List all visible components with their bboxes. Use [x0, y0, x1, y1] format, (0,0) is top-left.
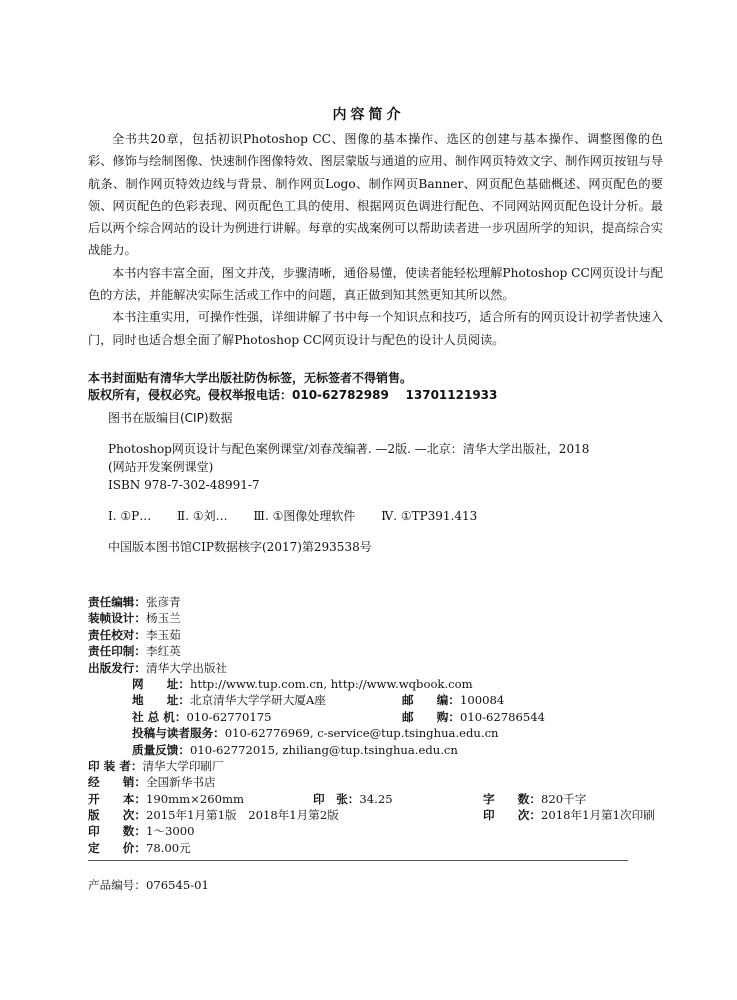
print-run-row [88, 823, 655, 839]
website-label: 网 址： [132, 676, 190, 691]
reader-service-row [88, 725, 655, 741]
staff-row [88, 594, 655, 610]
address-row [88, 692, 655, 708]
quality-feedback-value: 010-62772015, zhiliang@tup.tsinghua.edu.cn [189, 742, 458, 757]
staff-label: 责任印制： [88, 644, 146, 659]
reader-service-value: 010-62776969, c-service@tup.tsinghua.edu.cn [224, 726, 499, 741]
edition-value: 2015年1月第1版 2018年1月第2版 [145, 808, 339, 823]
cip-class-item: Ⅱ. ①刘… [177, 509, 228, 523]
distributor-label: 经 销： [88, 775, 146, 790]
switchboard-value: 010-62770175 [186, 709, 272, 724]
staff-value: 李红英 [145, 644, 181, 659]
product-number: 产品编号：076545-01 [88, 878, 209, 892]
quality-feedback-label: 质量反馈： [132, 742, 190, 757]
cip-class-item: Ⅲ. ①图像处理软件 [253, 509, 356, 523]
format-row [88, 791, 655, 807]
staff-value: 清华大学出版社 [145, 660, 228, 675]
cip-heading: 图书在版编目(CIP)数据 [108, 411, 233, 425]
printer-label: 印 装 者： [88, 758, 143, 773]
edition-row [88, 807, 655, 823]
cip-block [108, 409, 589, 556]
staff-value: 杨玉兰 [145, 611, 181, 626]
mail-order-value: 010-62786544 [459, 709, 546, 724]
cip-classification [108, 507, 589, 525]
staff-row [88, 627, 655, 643]
piracy-report-line: 版权所有，侵权必究。侵权举报电话：010-62782989 13701121933 [88, 388, 498, 402]
sheets-label: 印 张： [313, 791, 360, 806]
price-label: 定 价： [88, 840, 146, 855]
staff-label: 责任编辑： [88, 595, 146, 609]
price-value: 78.00元 [145, 840, 191, 855]
staff-row [88, 643, 655, 659]
staff-value: 张彦青 [145, 595, 181, 609]
edition-label: 版 次： [88, 808, 146, 823]
printer-value: 清华大学印刷厂 [142, 758, 224, 773]
switchboard-label: 社 总 机： [132, 709, 187, 724]
word-count-value: 820千字 [540, 791, 587, 806]
intro-paragraph: 本书注重实用，可操作性强，详细讲解了书中每一个知识点和技巧，适合所有的网页设计初学者快速入门，同时也适合想全面了解Photoshop CC网页设计与配色的设计人员阅读。 [88, 310, 663, 347]
price-row [88, 840, 655, 856]
cip-isbn: ISBN 978-7-302-48991-7 [108, 478, 260, 492]
staff-label: 出版发行： [88, 660, 146, 675]
impression-label: 印 次： [483, 808, 541, 823]
zip-label: 邮 编： [402, 693, 460, 708]
anti-counterfeit-notice: 本书封面贴有清华大学出版社防伪标签，无标签者不得销售。 [88, 371, 413, 385]
reader-service-label: 投稿与读者服务： [132, 726, 225, 741]
print-run-label: 印 数： [88, 824, 146, 839]
quality-feedback-row [88, 742, 655, 758]
format-value: 190mm×260mm [145, 791, 244, 806]
word-count-label: 字 数： [483, 791, 541, 806]
mail-order-label: 邮 购： [402, 709, 460, 724]
cip-series: (网站开发案例课堂) [108, 460, 214, 474]
impression-value: 2018年1月第1次印刷 [540, 808, 655, 823]
cip-class-item: Ⅰ. ①P… [108, 509, 152, 523]
format-label: 开 本： [88, 791, 146, 806]
website-row [88, 676, 655, 692]
sheets-value: 34.25 [359, 791, 393, 806]
cip-bibliographic-line: Photoshop网页设计与配色案例课堂/刘春茂编著. —2版. —北京：清华大学出版社，2018 [108, 442, 590, 456]
page-title: 内容简介 [332, 107, 405, 123]
print-run-value: 1～3000 [145, 824, 195, 839]
intro-paragraph: 全书共20章，包括初识Photoshop CC、图像的基本操作、选区的创建与基本操作、调整图像的色彩、修饰与绘制图像、快速制作图像特效、图层蒙版与通道的应用、制作网页特效文字、制作网页按钮与导航条、制作网页特效边线与背景、制作网页Logo、制作网页Banner、网页配色基础概述、网页配色的要领、网页配色的色彩表现、网页配色工具的使用、根据网页色调进行配色、不同网站网页配色设计分析。最后以两个综合网站的设计为例进行讲解。每章的实战案例可以帮助读者进一步巩固所学的知识，提高综合实战能力。 [88, 132, 663, 258]
divider-line [88, 860, 628, 861]
intro-section [88, 128, 663, 351]
cip-record-number: 中国版本图书馆CIP数据核字(2017)第293538号 [108, 540, 372, 554]
distributor-row [88, 774, 655, 790]
staff-label: 装帧设计： [88, 611, 146, 626]
staff-row [88, 660, 655, 676]
printer-row [88, 758, 655, 774]
address-label: 地 址： [132, 693, 190, 708]
intro-paragraph: 本书内容丰富全面，图文并茂，步骤清晰，通俗易懂，使读者能轻松理解Photoshop CC网页设计与配色的方法，并能解决实际生活或工作中的问题，真正做到知其然更知其所以然。 [88, 265, 663, 303]
cip-class-item: Ⅳ. ①TP391.413 [381, 509, 478, 523]
zip-value: 100084 [459, 693, 505, 708]
website-value: http://www.tup.com.cn, http://www.wqbook.com [189, 676, 473, 691]
staff-row [88, 610, 655, 626]
publication-details [88, 594, 655, 856]
staff-value: 李玉茹 [145, 627, 181, 642]
switchboard-row [88, 709, 655, 725]
distributor-value: 全国新华书店 [145, 775, 216, 790]
copyright-notice [88, 370, 497, 404]
address-value: 北京清华大学学研大厦A座 [189, 693, 326, 708]
staff-label: 责任校对： [88, 627, 146, 642]
